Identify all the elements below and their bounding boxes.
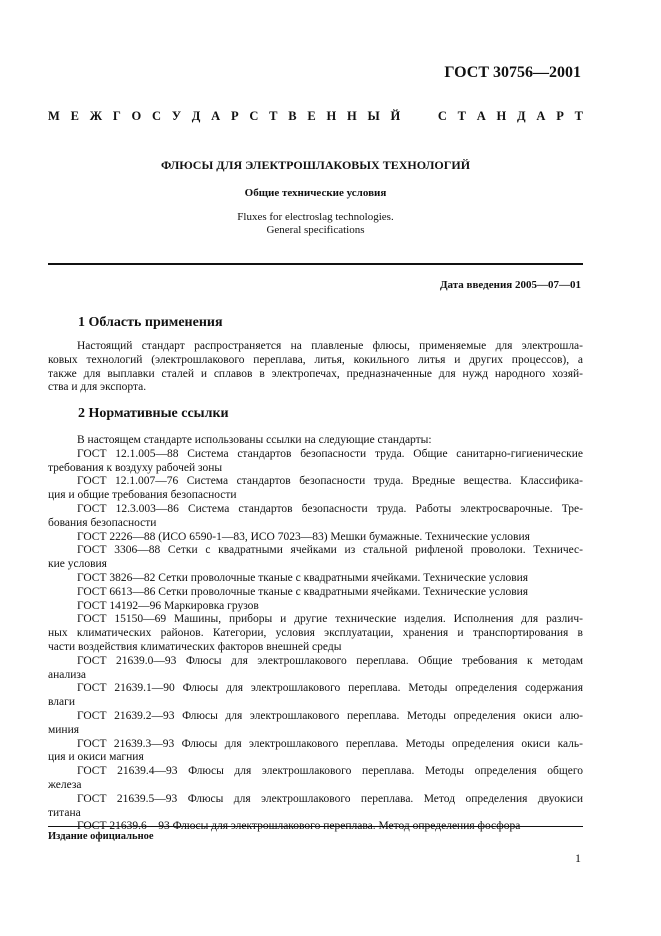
english-title — [48, 211, 583, 237]
banner-word-gap — [411, 109, 427, 124]
reference-line: ных климатических районов. Категории, условия эксплуатации, хранения и транспортирования в — [48, 627, 583, 640]
banner-letter: Д — [191, 109, 201, 123]
reference-line: бования безопасности — [48, 516, 157, 529]
english-title-line-2: General specifications — [266, 224, 365, 236]
banner-letter: У — [171, 109, 182, 123]
official-edition-label: Издание официальное — [48, 831, 154, 842]
footer-rule — [48, 826, 583, 827]
reference-line: титана — [48, 806, 81, 819]
body-line: ства и для экспорта. — [48, 381, 147, 394]
english-title-line-1: Fluxes for electroslag technologies. — [237, 211, 394, 223]
reference-line: ция и общие требования безопасности — [48, 489, 237, 502]
standard-number: ГОСТ 30756—2001 — [444, 64, 581, 81]
banner-letter: Ы — [367, 109, 380, 123]
reference-line: анализа — [48, 668, 87, 681]
reference-line: ция и окиси магния — [48, 751, 144, 764]
banner-letter: Т — [457, 109, 466, 123]
reference-line: требования к воздуху рабочей зоны — [48, 461, 223, 474]
banner-letter: С — [152, 109, 162, 123]
reference-line: ГОСТ 21639.3—93 Флюсы для электрошлакового переплава. Методы определения окиси каль- — [77, 737, 583, 750]
banner-letter: Ж — [89, 109, 103, 123]
banner-letter: Н — [496, 109, 507, 123]
banner-letter: Т — [269, 109, 278, 123]
reference-line: ГОСТ 15150—69 Машины, приборы и другие технические изделия. Исполнения для различ- — [77, 613, 583, 626]
reference-line: ГОСТ 21639.5—93 Флюсы для электрошлакового переплава. Метод определения двуокиси — [77, 792, 583, 805]
reference-line: ГОСТ 3826—82 Сетки проволочные тканые с квадратными ячейками. Технические условия — [77, 571, 529, 584]
section-2-references — [48, 434, 583, 834]
banner-letter: А — [476, 109, 486, 123]
banner-letter: Е — [307, 109, 316, 123]
reference-line: части воздействия климатических факторов внешней среды — [48, 640, 342, 653]
banner-letter: Г — [112, 109, 121, 123]
reference-line: ГОСТ 6613—86 Сетки проволочные тканые с квадратными ячейками. Технические условия — [77, 585, 529, 598]
banner-letter: Е — [70, 109, 79, 123]
banner-letter: М — [48, 109, 60, 123]
reference-line: ГОСТ 2226—88 (ИСО 6590-1—83, ИСО 7023—83) Мешки бумажные. Технические условия — [77, 530, 530, 543]
banner-letter: Н — [347, 109, 357, 123]
banner-letter: Й — [390, 109, 401, 123]
banner-letter: А — [211, 109, 221, 123]
banner-letter: Р — [230, 109, 239, 123]
banner-letter: Н — [326, 109, 337, 123]
header-rule — [48, 263, 583, 265]
page-number: 1 — [575, 851, 581, 865]
body-line: ковых технологий (электрошлакового переплава, литья, кокильного литья и других процессов), а — [48, 353, 583, 366]
banner-letter: Р — [556, 109, 564, 123]
reference-line: ГОСТ 21639.6—93 Флюсы для электрошлакового переплава. Метод определения фосфора — [77, 820, 521, 833]
document-title: ФЛЮСЫ ДЛЯ ЭЛЕКТРОШЛАКОВЫХ ТЕХНОЛОГИЙ — [160, 158, 471, 172]
reference-line: ГОСТ 21639.4—93 Флюсы для электрошлакового переплава. Методы определения общего — [77, 765, 583, 778]
banner-letter: О — [131, 109, 142, 123]
banner-letter: Д — [517, 109, 526, 123]
reference-line: влаги — [48, 696, 75, 709]
reference-line: ГОСТ 12.1.005—88 Система стандартов безопасности труда. Общие санитарно-гигиенические — [77, 447, 583, 460]
banner-letter: С — [437, 109, 447, 123]
banner-letter: Т — [574, 109, 583, 123]
section-1-heading: 1 Область применения — [78, 315, 223, 330]
section-1-body — [48, 340, 583, 395]
banner-letter: С — [249, 109, 259, 123]
reference-line: ГОСТ 14192—96 Маркировка грузов — [77, 599, 259, 612]
banner-letter: В — [288, 109, 297, 123]
section-2-heading: 2 Нормативные ссылки — [78, 406, 229, 421]
reference-line: ГОСТ 21639.0—93 Флюсы для электрошлакового переплава. Общие требования к методам — [77, 654, 583, 667]
reference-line: ГОСТ 21639.2—93 Флюсы для электрошлакового переплава. Методы определения окиси алю- — [77, 709, 583, 722]
reference-line: ГОСТ 12.1.007—76 Система стандартов безопасности труда. Вредные вещества. Классифика- — [77, 475, 583, 488]
reference-line: кие условия — [48, 558, 107, 571]
reference-line: железа — [48, 778, 82, 791]
banner-letter: А — [536, 109, 546, 123]
reference-line: миния — [48, 723, 80, 736]
interstate-standard-banner — [48, 109, 583, 124]
reference-line: ГОСТ 12.3.003—86 Система стандартов безопасности труда. Работы электросварочные. Тре- — [77, 502, 583, 515]
reference-line: ГОСТ 21639.1—90 Флюсы для электрошлакового переплава. Методы определения содержания — [77, 682, 583, 695]
introduction-date: Дата введения 2005—07—01 — [439, 279, 581, 291]
reference-line: ГОСТ 3306—88 Сетки с квадратными ячейками из стальной рифленой проволоки. Техничес- — [77, 544, 583, 557]
reference-line: В настоящем стандарте использованы ссылки на следующие стандарты: — [77, 434, 432, 446]
document-subtitle: Общие технические условия — [244, 187, 387, 199]
body-line: также для выплавки сталей и сплавов в электропечах, предназначенные для нужд народного хозяй- — [48, 367, 583, 380]
body-line: Настоящий стандарт распространяется на плавленые флюсы, применяемые для электрошла- — [77, 340, 583, 352]
